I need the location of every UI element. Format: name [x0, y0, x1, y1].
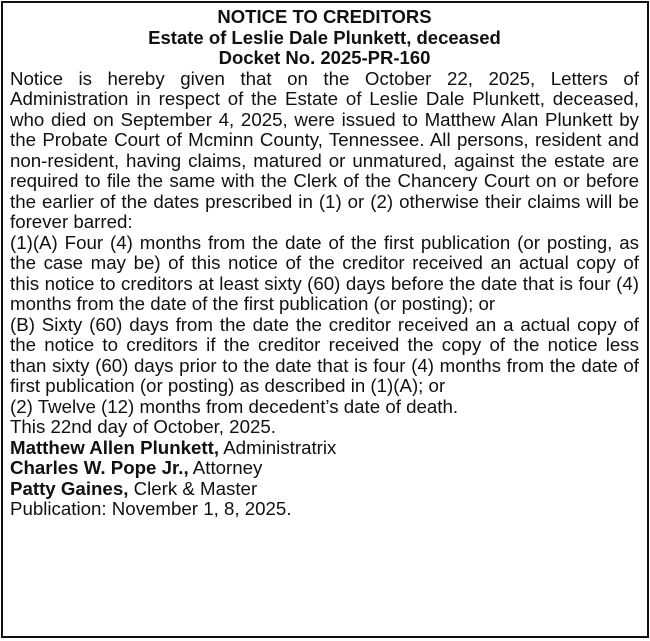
- signatory-name: Charles W. Pope Jr.,: [10, 457, 189, 478]
- clause-2: (2) Twelve (12) months from decedent’s date of death.: [10, 395, 459, 417]
- estate-line: Estate of Leslie Dale Plunkett, deceased: [148, 26, 501, 48]
- signatory-administratrix: [10, 438, 639, 459]
- signatory-name: Matthew Allen Plunkett,: [10, 436, 220, 458]
- signatory-role: Clerk & Master: [128, 477, 258, 499]
- signatory-attorney: [10, 458, 639, 479]
- docket-line: Docket No. 2025-PR-160: [218, 47, 431, 68]
- signatory-role: Attorney: [188, 457, 263, 478]
- clause-1b: (B) Sixty (60) days from the date the creditor received an a actual copy of the notice to creditors if the creditor received the copy of the notice less than sixty (60) days prior to the date that is four (4) months from the date of first publication (or posting) as described in (1)(A); or: [10, 313, 639, 396]
- clause-1a: (1)(A) Four (4) months from the date of the first publication (or posting, as the case may be) of this notice of the creditor received an actual copy of this notice to creditors at least sixty (60) days before the date that is four (4) months from the date of the first publication (or posting); or: [10, 231, 639, 314]
- intro-paragraph: Notice is hereby given that on the October 22, 2025, Letters of Administration in respect of the Estate of Leslie Dale Plunkett, deceased, who died on September 4, 2025, were issued to Matthew Alan Plunkett by the Probate Court of Mcminn County, Tennessee. All persons, resident and non-resident, having claims, matured or unmatured, against the estate are required to file the same with the Clerk of the Chancery Court on or before the earlier of the dates prescribed in (1) or (2) otherwise their claims will be forever barred:: [10, 67, 639, 232]
- publication-line: Publication: November 1, 8, 2025.: [10, 498, 292, 519]
- signatory-clerk: [10, 479, 639, 500]
- dated-line: This 22nd day of October, 2025.: [10, 416, 276, 437]
- signatory-name: Patty Gaines,: [10, 477, 129, 499]
- notice-title: NOTICE TO CREDITORS: [217, 6, 432, 27]
- legal-notice: [1, 1, 649, 638]
- signatory-role: Administratrix: [219, 436, 337, 458]
